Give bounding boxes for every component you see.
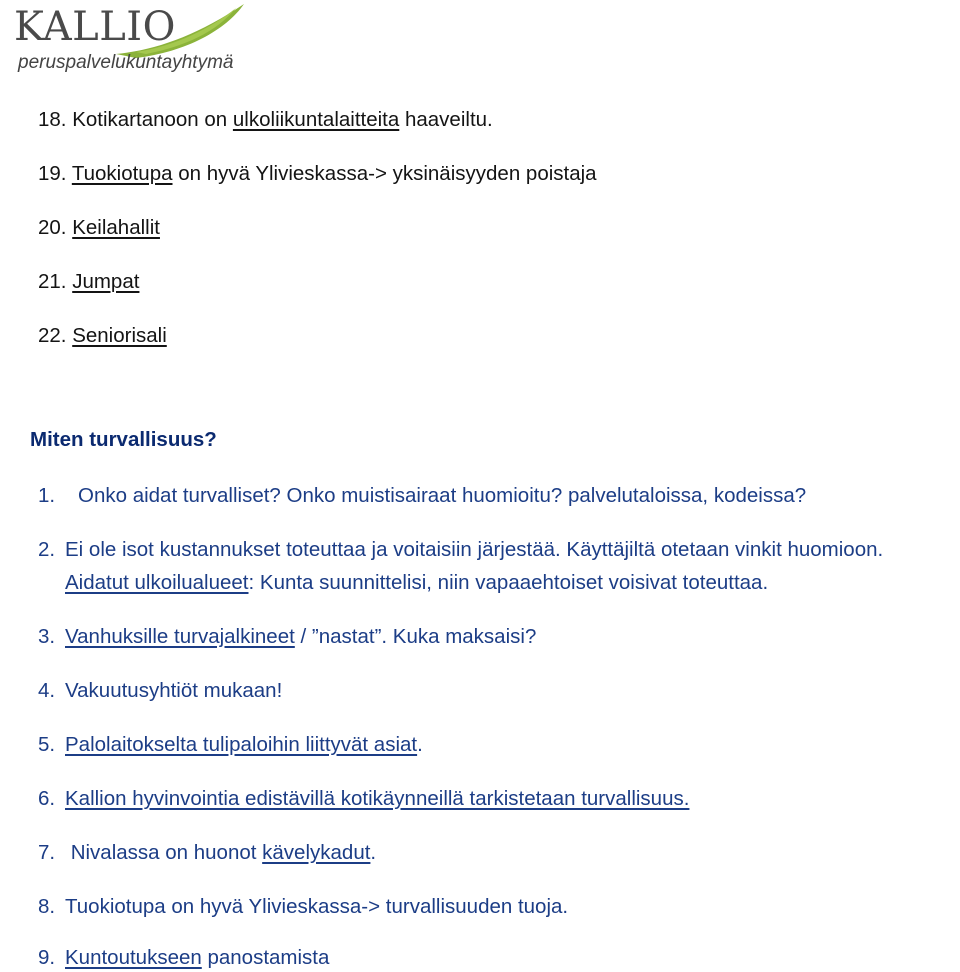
item-link: ulkoliikuntalaitteita <box>232 108 400 131</box>
list-item <box>38 895 568 919</box>
item-link: Seniorisali <box>72 324 167 347</box>
list-item <box>38 946 329 970</box>
item-text: . <box>370 841 377 864</box>
list-item <box>38 108 493 132</box>
list-item <box>38 324 167 348</box>
item-text: Ei ole isot kustannukset toteuttaa ja voitaisiin järjestää. Käyttäjiltä otetaan vinkit huomioon. <box>65 538 884 561</box>
section-heading: Miten turvallisuus? <box>30 428 217 451</box>
item-link: Keilahallit <box>72 216 160 239</box>
item-link: Kallion hyvinvointia edistävillä kotikäynneillä tarkistetaan turvallisuus. <box>65 787 690 810</box>
item-text: Tuokiotupa on hyvä Ylivieskassa-> turvallisuuden tuoja. <box>65 895 569 918</box>
item-number: 21. <box>38 270 67 293</box>
logo-wordmark: KALLIO <box>14 4 176 50</box>
item-number: 20. <box>38 216 67 239</box>
list-item-continuation <box>65 571 768 595</box>
item-number: 9. <box>38 946 56 969</box>
item-number: 22. <box>38 324 67 347</box>
item-number: 7. <box>38 841 56 864</box>
item-text: Onko aidat turvalliset? Onko muistisairaat huomioitu? palvelutaloissa, kodeissa? <box>78 484 807 507</box>
item-text: on hyvä Ylivieskassa-> yksinäisyyden poistaja <box>172 162 597 185</box>
item-text: haaveiltu. <box>399 108 493 131</box>
list-item <box>38 538 883 562</box>
item-link: Tuokiotupa <box>71 162 173 185</box>
item-link: Vanhuksille turvajalkineet <box>65 625 295 648</box>
kallio-logo <box>6 2 246 80</box>
item-text: Vakuutusyhtiöt mukaan! <box>65 679 283 702</box>
list-item <box>38 484 806 508</box>
list-item <box>38 216 160 240</box>
item-number: 5. <box>38 733 56 756</box>
list-item <box>38 679 282 703</box>
item-number: 6. <box>38 787 56 810</box>
item-text: : Kunta suunnittelisi, niin vapaaehtoiset voisivat toteuttaa. <box>248 571 769 594</box>
item-number: 4. <box>38 679 56 702</box>
item-number: 8. <box>38 895 56 918</box>
item-text: Nivalassa on huonot <box>65 841 263 864</box>
item-text: / ”nastat”. Kuka maksaisi? <box>294 625 537 648</box>
list-item <box>38 841 376 865</box>
list-item <box>38 625 536 649</box>
item-text: Kotikartanoon on <box>72 108 233 131</box>
list-item <box>38 162 597 186</box>
list-item <box>38 270 139 294</box>
item-number: 3. <box>38 625 56 648</box>
item-link: kävelykadut <box>262 841 371 864</box>
item-text: . <box>417 733 423 756</box>
item-link: Palolaitokselta tulipaloihin liittyvät asiat <box>65 733 418 756</box>
item-number: 19. <box>38 162 67 185</box>
item-number: 1. <box>38 484 56 507</box>
list-item <box>38 733 423 757</box>
item-number: 2. <box>38 538 56 561</box>
item-text: panostamista <box>201 946 330 969</box>
logo-subtitle: peruspalvelukuntayhtymä <box>18 52 234 73</box>
item-link: Kuntoutukseen <box>65 946 202 969</box>
item-link: Aidatut ulkoilualueet <box>65 571 249 594</box>
item-link: Jumpat <box>72 270 140 293</box>
item-number: 18. <box>38 108 67 131</box>
list-item <box>38 787 689 811</box>
